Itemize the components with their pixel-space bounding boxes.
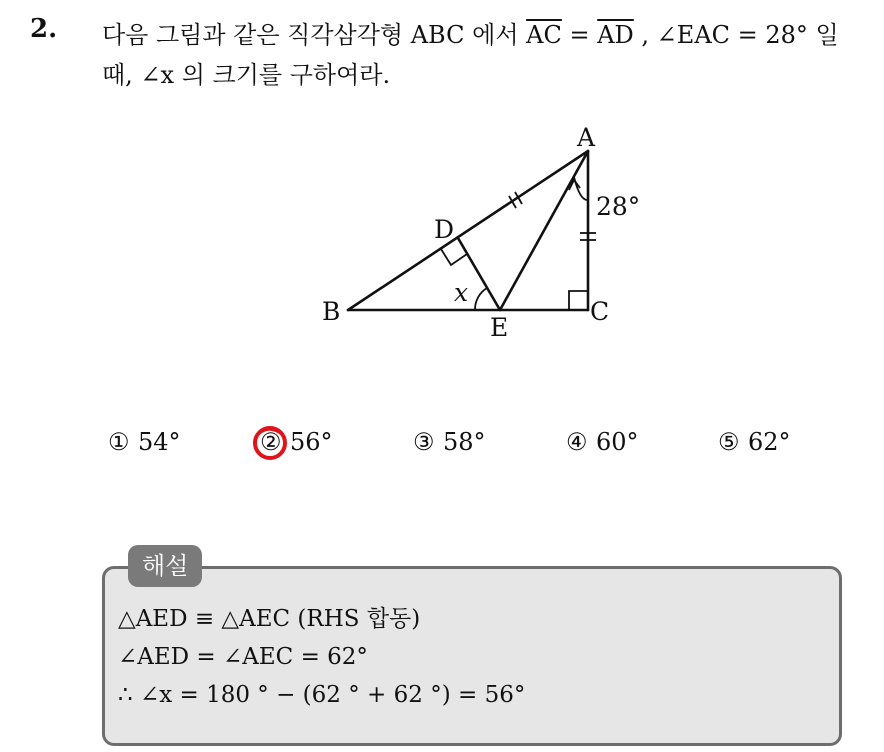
question-number: 2. <box>30 14 58 44</box>
choice-value: 56° <box>290 428 333 456</box>
segment-ae <box>500 151 588 310</box>
choice-3[interactable] <box>413 428 486 456</box>
solution-line-2: ∠AED = ∠AEC = 62° <box>118 644 368 670</box>
choice-4[interactable] <box>566 428 639 456</box>
label-e: E <box>490 313 509 342</box>
solution-text <box>118 600 525 714</box>
answer-choices <box>108 428 868 468</box>
answer-circle-icon <box>250 422 290 462</box>
question-text-part2: , ∠EAC = 28° 일 <box>633 21 839 49</box>
choice-1[interactable] <box>108 428 181 456</box>
label-angle-28: 28° <box>596 192 641 221</box>
solution-line-3: ∴ ∠x = 180 ° − (62 ° + 62 °) = 56° <box>118 682 526 708</box>
choice-value: 62° <box>748 428 791 456</box>
question-text-part1: 다음 그림과 같은 직각삼각형 ABC 에서 <box>102 21 527 49</box>
right-angle-d <box>441 249 467 265</box>
choice-mark: ② <box>260 428 282 456</box>
label-a: A <box>577 123 596 152</box>
angle-arc-28 <box>574 177 588 200</box>
choice-5[interactable] <box>718 428 791 456</box>
choice-mark: ① <box>108 428 130 456</box>
label-c: C <box>590 297 610 326</box>
choice-value: 58° <box>443 428 486 456</box>
angle-arc-x <box>475 288 487 310</box>
choice-value: 54° <box>138 428 181 456</box>
choice-mark: ⑤ <box>718 428 740 456</box>
segment-ac: $\overline{AC}$ <box>526 21 562 49</box>
label-b: B <box>322 297 341 326</box>
label-x: x <box>454 278 469 307</box>
question-text-line2: 때, ∠x 의 크기를 구하여라. <box>102 61 391 89</box>
choice-mark: ③ <box>413 428 435 456</box>
label-d: D <box>434 215 455 244</box>
right-angle-c <box>569 291 588 310</box>
segment-ad: $\overline{AD}$ <box>597 21 634 49</box>
solution-tag: 해설 <box>128 545 202 587</box>
equals-sign: = <box>561 21 598 49</box>
choice-value: 60° <box>596 428 639 456</box>
choice-mark: ④ <box>566 428 588 456</box>
solution-line-1: △AED ≡ △AEC (RHS 합동) <box>118 606 421 632</box>
